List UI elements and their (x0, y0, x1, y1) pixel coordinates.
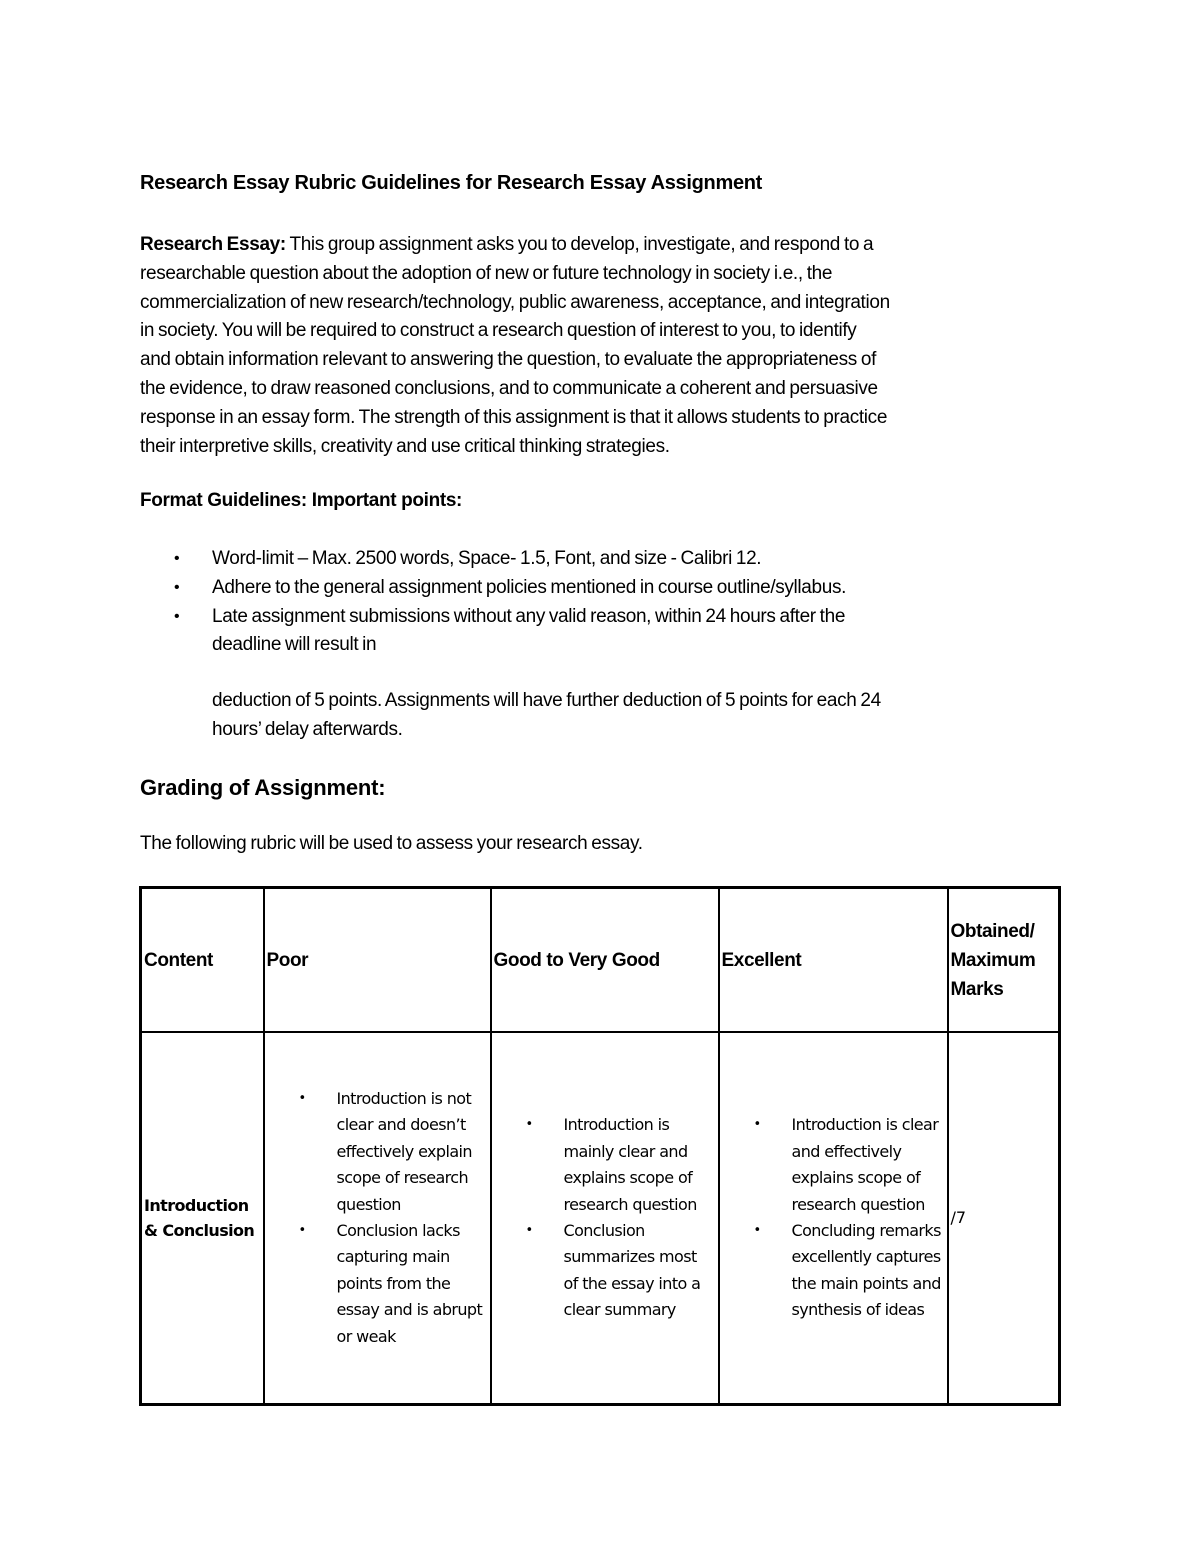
marks-value: /7 (950, 1208, 967, 1227)
list-item: • Word-limit – Max. 2500 words, Space- 1.5, Font, and size - Calibri 12. (140, 545, 1058, 574)
column-header-good: Good to Very Good (491, 888, 719, 1033)
list-item: • Conclusion summarizes most of the essay into a clear summary (494, 1218, 716, 1324)
grading-heading: Grading of Assignment: (140, 775, 386, 800)
list-item: • Introduction is clear and effectively explains scope of research question (722, 1112, 945, 1218)
bullet-icon: • (298, 1090, 306, 1106)
late-policy-continuation: deduction of 5 points. Assignments will have further deduction of 5 points for each 24 hours’ delay afterwards. (212, 690, 881, 740)
bullet-icon: • (753, 1223, 761, 1238)
list-item: • Conclusion lacks capturing main points from the essay and is abrupt or weak (267, 1218, 488, 1350)
good-cell (491, 1032, 719, 1405)
column-header-poor: Poor (264, 888, 491, 1033)
document-title: Research Essay Rubric Guidelines for Research Essay Assignment (140, 172, 763, 194)
excellent-cell (719, 1032, 948, 1405)
column-header-excellent: Excellent (719, 888, 948, 1033)
poor-cell (264, 1032, 491, 1405)
bullet-icon: • (174, 607, 180, 625)
table-header-row (141, 888, 1060, 1033)
intro-line: and obtain information relevant to answering the question, to evaluate the appropriateness of (140, 349, 877, 371)
bullet-icon: • (753, 1117, 761, 1133)
bullet-icon: • (525, 1223, 533, 1238)
list-item: • Adhere to the general assignment policies mentioned in course outline/syllabus. (140, 574, 1058, 603)
intro-lead: Research Essay: (140, 234, 286, 255)
marks-cell (948, 1032, 1060, 1405)
format-guidelines-heading: Format Guidelines: Important points: (140, 490, 463, 511)
bullet-icon: • (174, 578, 180, 596)
list-item: • Late assignment submissions without any valid reason, within 24 hours after the deadline will result in (140, 603, 1058, 661)
list-item: • Introduction is mainly clear and explains scope of research question (494, 1112, 716, 1218)
list-item: • Concluding remarks excellently captures the main points and synthesis of ideas (722, 1218, 945, 1324)
intro-line: their interpretive skills, creativity and use critical thinking strategies. (140, 435, 670, 457)
intro-line: in society. You will be required to construct a research question of interest to you, to identify (140, 320, 857, 342)
column-header-content: Content (141, 888, 264, 1033)
intro-paragraph (140, 231, 1058, 461)
intro-line: response in an essay form. The strength of this assignment is that it allows students to practice (140, 406, 888, 428)
rubric-table (139, 886, 1061, 1406)
intro-line: Research Essay: This group assignment asks you to develop, investigate, and respond to a (140, 234, 874, 255)
column-header-marks: Obtained/ Maximum Marks (948, 888, 1060, 1033)
intro-line: the evidence, to draw reasoned conclusions, and to communicate a coherent and persuasive (140, 377, 878, 399)
list-item: • Introduction is not clear and doesn’t effectively explain scope of research question (267, 1086, 488, 1218)
intro-line: commercialization of new research/technology, public awareness, acceptance, and integration (140, 291, 890, 313)
bullet-icon: • (174, 550, 180, 567)
intro-line: researchable question about the adoption of new or future technology in society i.e., the (140, 262, 833, 284)
table-row (141, 1032, 1060, 1405)
format-guidelines-list (140, 545, 1058, 660)
criterion-cell (141, 1032, 264, 1405)
bullet-icon: • (298, 1223, 306, 1238)
criterion-label: Introduction & Conclusion (144, 1196, 255, 1240)
bullet-icon: • (525, 1117, 533, 1133)
rubric-intro-text: The following rubric will be used to assess your research essay. (140, 833, 643, 854)
